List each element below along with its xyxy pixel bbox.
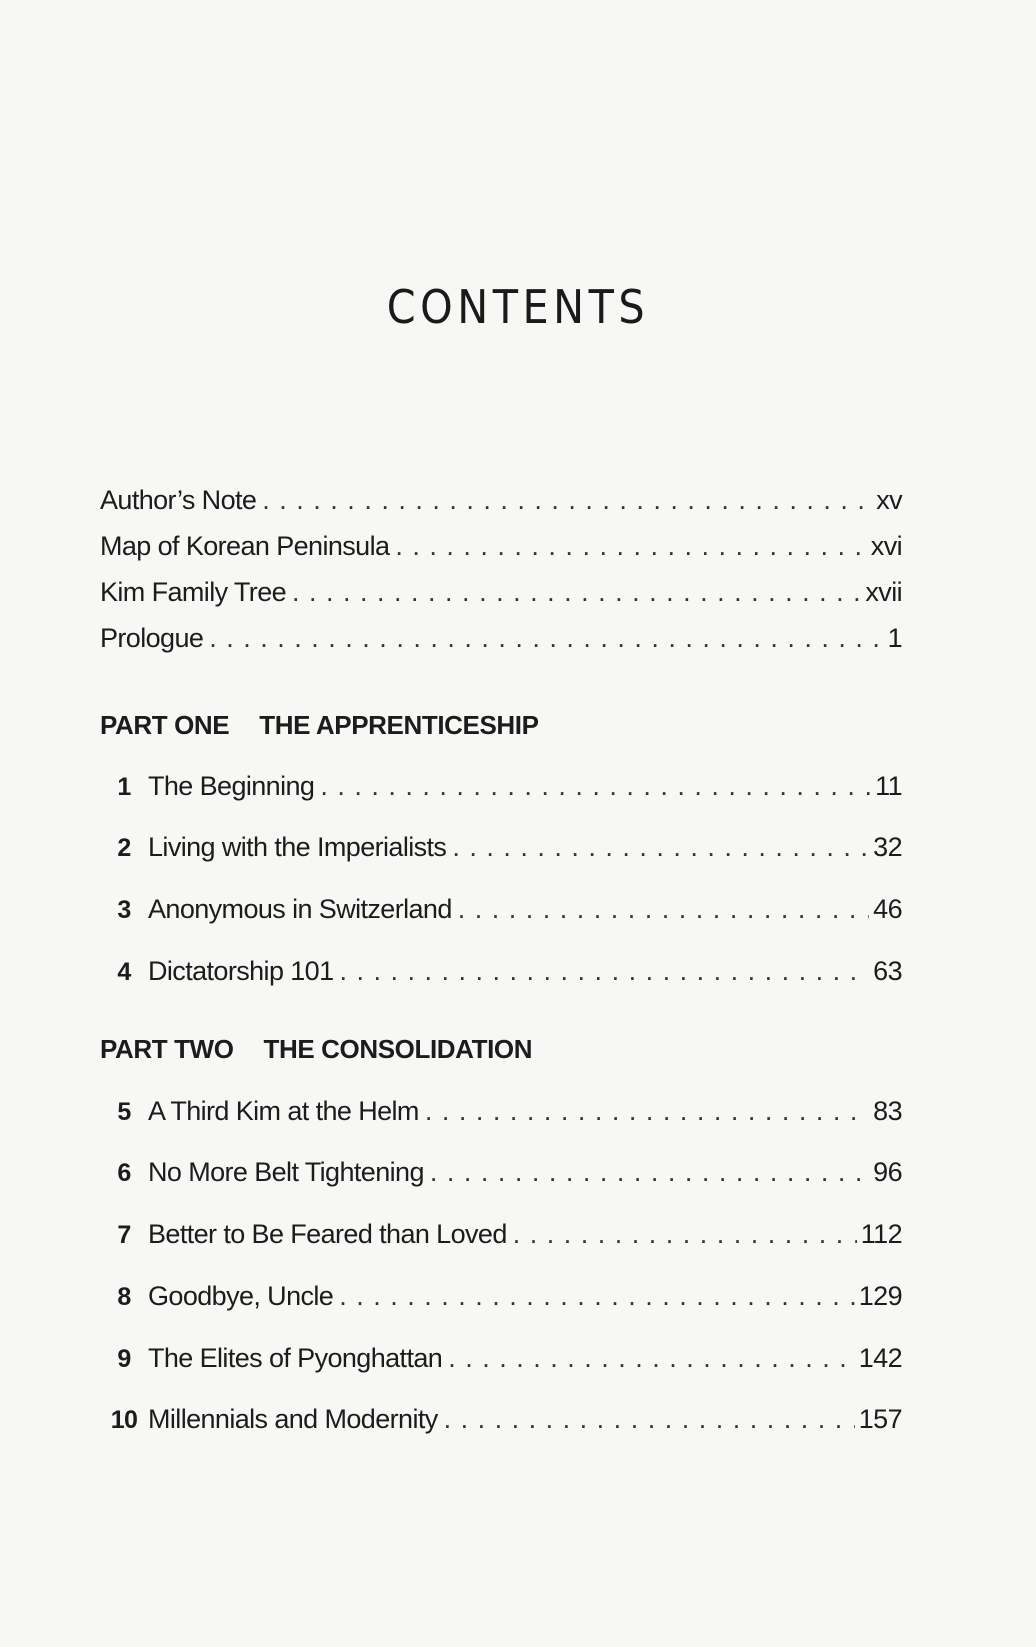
chapter-number: 10 bbox=[110, 1406, 138, 1434]
toc-chapter-10[interactable] bbox=[100, 1402, 902, 1436]
leader-dots bbox=[340, 954, 870, 988]
chapter-number: 3 bbox=[117, 896, 131, 924]
toc-chapter-3[interactable] bbox=[100, 892, 902, 926]
leader-dots bbox=[209, 621, 883, 655]
leader-dots bbox=[458, 892, 869, 926]
toc-entry-page: xvii bbox=[865, 577, 902, 607]
chapter-page: 46 bbox=[873, 894, 902, 924]
toc-entry-label: Prologue bbox=[100, 623, 204, 653]
toc-entry-label: Map of Korean Peninsula bbox=[100, 531, 390, 561]
part-label: PART ONE bbox=[100, 710, 230, 740]
chapter-title: Dictatorship 101 bbox=[148, 956, 334, 986]
toc-entry-label: Author’s Note bbox=[100, 485, 257, 515]
chapter-title: Millennials and Modernity bbox=[148, 1404, 438, 1434]
chapter-number: 6 bbox=[117, 1159, 131, 1187]
chapter-title: The Elites of Pyonghattan bbox=[148, 1343, 443, 1373]
part-title: THE APPRENTICESHIP bbox=[259, 710, 539, 740]
chapter-number: 4 bbox=[117, 958, 131, 986]
chapter-page: 157 bbox=[858, 1404, 902, 1434]
toc-entry-map[interactable] bbox=[100, 529, 902, 563]
toc-chapter-5[interactable] bbox=[100, 1094, 902, 1128]
chapter-title: No More Belt Tightening bbox=[148, 1157, 424, 1187]
leader-dots bbox=[448, 1341, 855, 1375]
chapter-number: 9 bbox=[117, 1345, 131, 1373]
leader-dots bbox=[452, 830, 869, 864]
toc-entry-authors-note[interactable] bbox=[100, 483, 902, 517]
chapter-title: The Beginning bbox=[148, 771, 315, 801]
chapter-number: 2 bbox=[117, 834, 131, 862]
part-label: PART TWO bbox=[100, 1034, 234, 1064]
leader-dots bbox=[262, 483, 872, 517]
chapter-title: Living with the Imperialists bbox=[148, 832, 447, 862]
toc-chapter-8[interactable] bbox=[100, 1279, 902, 1313]
chapter-page: 142 bbox=[858, 1343, 902, 1373]
toc-entry-label: Kim Family Tree bbox=[100, 577, 287, 607]
leader-dots bbox=[444, 1402, 855, 1436]
toc-entry-family-tree[interactable] bbox=[100, 575, 902, 609]
chapter-page: 32 bbox=[873, 832, 902, 862]
chapter-number: 8 bbox=[117, 1283, 131, 1311]
chapter-title: Better to Be Feared than Loved bbox=[148, 1219, 507, 1249]
leader-dots bbox=[339, 1279, 855, 1313]
chapter-title: Anonymous in Switzerland bbox=[148, 894, 452, 924]
leader-dots bbox=[430, 1155, 869, 1189]
toc-chapter-2[interactable] bbox=[100, 830, 902, 864]
toc-entry-page: xv bbox=[876, 485, 902, 515]
chapter-page: 129 bbox=[858, 1281, 902, 1311]
toc-entry-prologue[interactable] bbox=[100, 621, 902, 655]
leader-dots bbox=[395, 529, 866, 563]
toc-entry-page: 1 bbox=[887, 623, 902, 653]
toc-chapter-9[interactable] bbox=[100, 1341, 902, 1375]
toc-chapter-6[interactable] bbox=[100, 1155, 902, 1189]
chapter-number: 5 bbox=[117, 1098, 131, 1126]
chapter-title: A Third Kim at the Helm bbox=[148, 1096, 419, 1126]
chapter-title: Goodbye, Uncle bbox=[148, 1281, 334, 1311]
toc-entry-page: xvi bbox=[870, 531, 902, 561]
part-heading-one bbox=[100, 710, 539, 741]
toc-chapter-1[interactable] bbox=[100, 769, 902, 803]
toc-chapter-7[interactable] bbox=[100, 1217, 902, 1251]
chapter-page: 96 bbox=[873, 1157, 902, 1187]
chapter-page: 11 bbox=[875, 771, 902, 801]
chapter-page: 63 bbox=[873, 956, 902, 986]
chapter-page: 112 bbox=[860, 1219, 902, 1249]
page-title: CONTENTS bbox=[386, 280, 650, 334]
chapter-page: 83 bbox=[873, 1096, 902, 1126]
toc-chapter-4[interactable] bbox=[100, 954, 902, 988]
leader-dots bbox=[513, 1217, 857, 1251]
chapter-number: 1 bbox=[117, 773, 131, 801]
chapter-number: 7 bbox=[117, 1221, 131, 1249]
leader-dots bbox=[292, 575, 861, 609]
part-heading-two bbox=[100, 1034, 532, 1065]
leader-dots bbox=[425, 1094, 869, 1128]
leader-dots bbox=[320, 769, 871, 803]
part-title: THE CONSOLIDATION bbox=[263, 1034, 533, 1064]
